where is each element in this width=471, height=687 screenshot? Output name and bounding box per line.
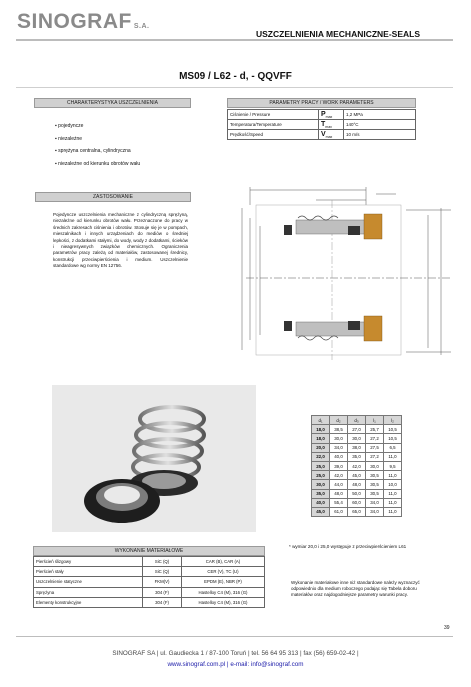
footer-address: SINOGRAF SA | ul. Gaudiecka 1 / 87-100 Toruń | tel. 56 64 95 313 | fax (56) 659-02-42 | bbox=[112, 650, 359, 657]
parameters-table bbox=[227, 109, 416, 140]
material-row bbox=[34, 587, 265, 597]
dimension-header: l₂ bbox=[384, 416, 402, 425]
dimension-cell: 30,0 bbox=[366, 461, 384, 470]
features-heading: CHARAKTERYSTYKA USZCZELNIENIA bbox=[34, 98, 191, 108]
dimensions-note: * wymiar 20,0 i 25,0 występuje z przeciwpierścieniem L61 bbox=[289, 544, 407, 549]
dimension-row bbox=[312, 507, 402, 516]
dimension-cell: 22,0 bbox=[312, 452, 330, 461]
material-standard: 304 (F) bbox=[143, 587, 182, 597]
dimension-cell: 25,7 bbox=[366, 425, 384, 434]
dimension-cell: 34,0 bbox=[366, 498, 384, 507]
dimension-header: d₂ bbox=[330, 416, 348, 425]
dimension-cell: 11,0 bbox=[384, 507, 402, 516]
dimension-cell: 30,0 bbox=[348, 434, 366, 443]
dimension-row bbox=[312, 434, 402, 443]
parameter-row bbox=[228, 110, 416, 120]
dimension-cell: 30,5 bbox=[366, 471, 384, 480]
dimension-cell: 30,5 bbox=[366, 489, 384, 498]
parameters-heading: PARAMETRY PRACY / WORK PARAMETERS bbox=[227, 98, 416, 108]
dimension-cell: 11,0 bbox=[384, 452, 402, 461]
dimensions-header-row bbox=[312, 416, 402, 425]
seal-product-photo bbox=[52, 385, 256, 532]
dimension-cell: 45,0 bbox=[312, 507, 330, 516]
materials-note: Wykonanie materiałowe inne niż standardowe należy wyznaczyć odpowiednio dla medium roboczego podając się Tabela doboru materiałów oraz najdogodniejsze parametry warunki pracy. bbox=[291, 580, 420, 597]
material-row bbox=[34, 557, 265, 567]
dimension-cell: 38,5 bbox=[330, 425, 348, 434]
material-options: EPDM (E), NBR (P) bbox=[182, 577, 265, 587]
logo-text: SINOGRAF bbox=[17, 10, 132, 33]
dimension-cell: 10,0 bbox=[384, 480, 402, 489]
company-logo bbox=[17, 10, 149, 34]
dimension-cell: 34,0 bbox=[330, 443, 348, 452]
dimension-cell: 9,5 bbox=[384, 461, 402, 470]
dimension-cell: 25,0 bbox=[312, 461, 330, 470]
dimension-cell: 42,0 bbox=[348, 461, 366, 470]
materials-heading: WYKONANIE MATERIAŁOWE bbox=[33, 546, 265, 556]
material-row bbox=[34, 577, 265, 587]
parameter-symbol: T bbox=[321, 120, 326, 128]
material-row bbox=[34, 597, 265, 607]
dimension-cell: 6,5 bbox=[384, 443, 402, 452]
dimension-row bbox=[312, 461, 402, 470]
dimension-cell: 61,0 bbox=[330, 507, 348, 516]
dimension-cell: 34,0 bbox=[366, 507, 384, 516]
application-text: Pojedyncze uszczelnienia mechaniczne z cylindryczną sprężyną, niezależne od kierunku obrotów wału. Przeznaczone do pracy w średnich zakresach ciśnienia i obrotów. Stosuje się je w pompach, mieszalnikach i innych urządzeniach do mediów o średniej lepkości, z dodatkami stałymi, do wody, wody z dodatkami, ścieków i nieagresywnych związków chemicznych. Ograniczenia parametrów pracy zależą od materiałów, zastosowanej średnicy, konstrukcji przeciwpierścienia i medium. Uszczelnienie standardowe wg normy EN 12756. bbox=[53, 212, 188, 269]
dimension-cell: 60,0 bbox=[348, 498, 366, 507]
parameter-label: Prędkość/Speed bbox=[228, 130, 319, 140]
dimension-cell: 11,0 bbox=[384, 498, 402, 507]
application-heading: ZASTOSOWANIE bbox=[35, 192, 191, 202]
material-standard: FKM(V) bbox=[143, 577, 182, 587]
dimension-cell: 25,0 bbox=[312, 471, 330, 480]
dimension-cell: 40,0 bbox=[312, 498, 330, 507]
page-number: 39 bbox=[444, 625, 450, 631]
material-standard: SiC (Q) bbox=[143, 557, 182, 567]
parameter-value: 140°C bbox=[344, 120, 416, 130]
dimension-cell: 42,0 bbox=[330, 471, 348, 480]
code-divider bbox=[16, 87, 453, 88]
dimension-cell: 38,0 bbox=[348, 443, 366, 452]
dimension-cell: 30,5 bbox=[366, 480, 384, 489]
dimension-cell: 40,0 bbox=[330, 452, 348, 461]
dimension-header: l₁ bbox=[366, 416, 384, 425]
dimension-row bbox=[312, 498, 402, 507]
dimension-cell: 27,0 bbox=[348, 425, 366, 434]
material-part: Pierścień stały bbox=[34, 567, 143, 577]
parameter-label: Ciśnienie / Pressure bbox=[228, 110, 319, 120]
dimension-cell: 44,0 bbox=[330, 480, 348, 489]
dimension-cell: 11,0 bbox=[384, 471, 402, 480]
dimension-cell: 48,0 bbox=[330, 489, 348, 498]
product-code: MS09 / L62 - d, - QQVFF bbox=[179, 71, 292, 82]
feature-item: ▪ niezależne od kierunku obrotów wału bbox=[55, 158, 140, 171]
dimension-row bbox=[312, 480, 402, 489]
material-options: CAR (B), CAR (A) bbox=[182, 557, 265, 567]
dimension-cell: 18,0 bbox=[312, 434, 330, 443]
feature-item: ▪ niezależne bbox=[55, 133, 140, 146]
dimension-cell: 35,0 bbox=[312, 489, 330, 498]
material-standard: SiC (Q) bbox=[143, 567, 182, 577]
parameter-label: Temperatura/Temperature bbox=[228, 120, 319, 130]
parameter-symbol: P bbox=[321, 110, 326, 118]
dimension-row bbox=[312, 443, 402, 452]
dimension-cell: 20,0 bbox=[312, 443, 330, 452]
footer-contact-link[interactable]: www.sinograf.com.pl | e-mail: info@sinograf.com bbox=[167, 661, 304, 668]
logo-suffix: S.A. bbox=[133, 23, 150, 30]
dimension-cell: 30,0 bbox=[330, 434, 348, 443]
dimension-cell: 30,0 bbox=[312, 480, 330, 489]
parameter-symbol: V bbox=[321, 130, 326, 138]
dimension-row bbox=[312, 489, 402, 498]
parameter-row bbox=[228, 130, 416, 140]
material-part: Elementy konstrukcyjne bbox=[34, 597, 143, 607]
dimension-cell: 35,0 bbox=[348, 452, 366, 461]
parameter-sub: max bbox=[325, 134, 333, 139]
dimension-header: d₃ bbox=[348, 416, 366, 425]
footer-divider bbox=[16, 636, 453, 637]
header-divider bbox=[16, 39, 453, 41]
features-list bbox=[55, 120, 140, 170]
dimensions-table bbox=[311, 415, 402, 517]
parameter-sub: max bbox=[325, 124, 332, 129]
parameter-value: 1,2 MPa bbox=[344, 110, 416, 120]
materials-table bbox=[33, 556, 265, 608]
material-part: Uszczelnienie statyczne bbox=[34, 577, 143, 587]
dimension-cell: 55,4 bbox=[330, 498, 348, 507]
feature-item: ▪ pojedyncze bbox=[55, 120, 140, 133]
material-standard: 304 (F) bbox=[143, 597, 182, 607]
parameter-value: 10 m/s bbox=[344, 130, 416, 140]
dimension-row bbox=[312, 452, 402, 461]
material-options: Hastelloy C4 (M), 316 (G) bbox=[182, 597, 265, 607]
dimension-cell: 27,2 bbox=[366, 452, 384, 461]
dimension-row bbox=[312, 425, 402, 434]
dimension-cell: 65,0 bbox=[348, 507, 366, 516]
parameter-sub: max bbox=[325, 114, 333, 119]
dimension-cell: 27,2 bbox=[366, 434, 384, 443]
seal-technical-drawing bbox=[236, 170, 458, 375]
material-options: CER (V), TC (U) bbox=[182, 567, 265, 577]
dimension-cell: 11,0 bbox=[384, 489, 402, 498]
material-row bbox=[34, 567, 265, 577]
feature-item: ▪ sprężyna centralna, cylindryczna bbox=[55, 145, 140, 158]
dimension-cell: 18,0 bbox=[312, 425, 330, 434]
catalog-section-title: USZCZELNIENIA MECHANICZNE-SEALS bbox=[256, 29, 421, 39]
dimension-cell: 10,5 bbox=[384, 425, 402, 434]
material-part: Sprężyna bbox=[34, 587, 143, 597]
material-part: Pierścień ślizgowy bbox=[34, 557, 143, 567]
dimension-row bbox=[312, 471, 402, 480]
dimension-cell: 45,0 bbox=[348, 471, 366, 480]
parameter-row bbox=[228, 120, 416, 130]
material-options: Hastelloy C4 (M), 316 (G) bbox=[182, 587, 265, 597]
dimension-cell: 39,0 bbox=[330, 461, 348, 470]
dimension-header: d₁ bbox=[312, 416, 330, 425]
dimension-cell: 48,0 bbox=[348, 480, 366, 489]
dimension-cell: 50,0 bbox=[348, 489, 366, 498]
dimension-cell: 10,5 bbox=[384, 434, 402, 443]
dimension-cell: 27,5 bbox=[366, 443, 384, 452]
